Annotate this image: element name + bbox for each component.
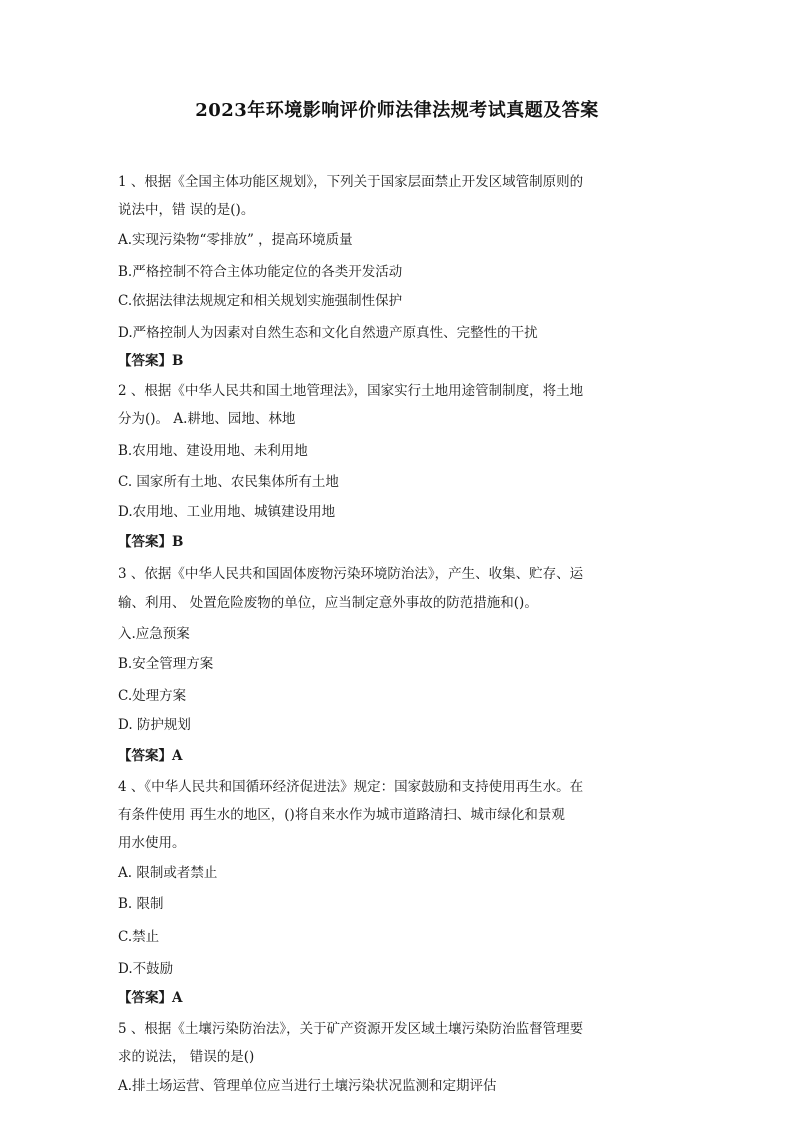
question-1-option-d: D.严格控制人为因素对自然生态和文化自然遗产原真性、完整性的干扰 [118, 325, 538, 341]
question-4-option-a: A. 限制或者禁止 [118, 865, 218, 881]
document-title: 2023年环境影响评价师法律法规考试真题及答案 [195, 100, 599, 121]
question-4-option-b: B. 限制 [118, 896, 164, 912]
question-4-option-c: C.禁止 [118, 929, 160, 945]
question-1-line-1: 1 、根据《全国主体功能区规划》，下列关于国家层面禁止开发区域管制原则的 [118, 174, 584, 190]
question-2-line-1: 2 、根据《中华人民共和国土地管理法》，国家实行土地用途管制制度，将土地 [118, 383, 584, 399]
question-4-answer: 【答案】A [118, 990, 183, 1006]
question-3-option-a: 入.应急预案 [118, 626, 190, 642]
question-3-option-b: B.安全管理方案 [118, 656, 214, 672]
question-2-option-b: B.农用地、建设用地、未利用地 [118, 443, 308, 459]
question-3-option-d: D. 防护规划 [118, 717, 191, 733]
question-3-answer: 【答案】A [118, 748, 183, 764]
question-2-line-2: 分为()。 A.耕地、园地、林地 [118, 411, 296, 427]
question-1-answer: 【答案】B [118, 353, 184, 369]
question-1-option-a: A.实现污染物“零排放” ，提高环境质量 [118, 232, 353, 248]
question-2-option-c: C. 国家所有土地、农民集体所有土地 [118, 474, 339, 490]
question-1-option-c: C.依据法律法规规定和相关规划实施强制性保护 [118, 293, 403, 309]
question-3-option-c: C.处理方案 [118, 688, 187, 704]
question-5-line-2: 求的说法， 错误的是() [118, 1049, 255, 1065]
question-3-line-1: 3 、依据《中华人民共和国固体废物污染环境防治法》，产生、收集、贮存、运 [118, 566, 584, 582]
question-3-line-2: 输、利用、 处置危险废物的单位，应当制定意外事故的防范措施和()。 [118, 595, 538, 611]
question-2-answer: 【答案】B [118, 534, 184, 550]
question-4-line-1: 4 、《中华人民共和国循环经济促进法》规定：国家鼓励和支持使用再生水。在 [118, 779, 584, 795]
question-2-option-d: D.农用地、工业用地、城镇建设用地 [118, 504, 336, 520]
question-5-option-a: A.排土场运营、管理单位应当进行土壤污染状况监测和定期评估 [118, 1078, 497, 1094]
question-1-line-2: 说法中，错 误的是()。 [118, 202, 255, 218]
question-1-option-b: B.严格控制不符合主体功能定位的各类开发活动 [118, 264, 403, 280]
question-5-line-1: 5 、根据《土壤污染防治法》，关于矿产资源开发区域土壤污染防治监督管理要 [118, 1021, 584, 1037]
question-4-line-2: 有条件使用 再生水的地区，()将自来水作为城市道路清扫、城市绿化和景观 [118, 807, 565, 823]
question-4-line-3: 用水使用。 [118, 835, 186, 851]
question-4-option-d: D.不鼓励 [118, 961, 174, 977]
